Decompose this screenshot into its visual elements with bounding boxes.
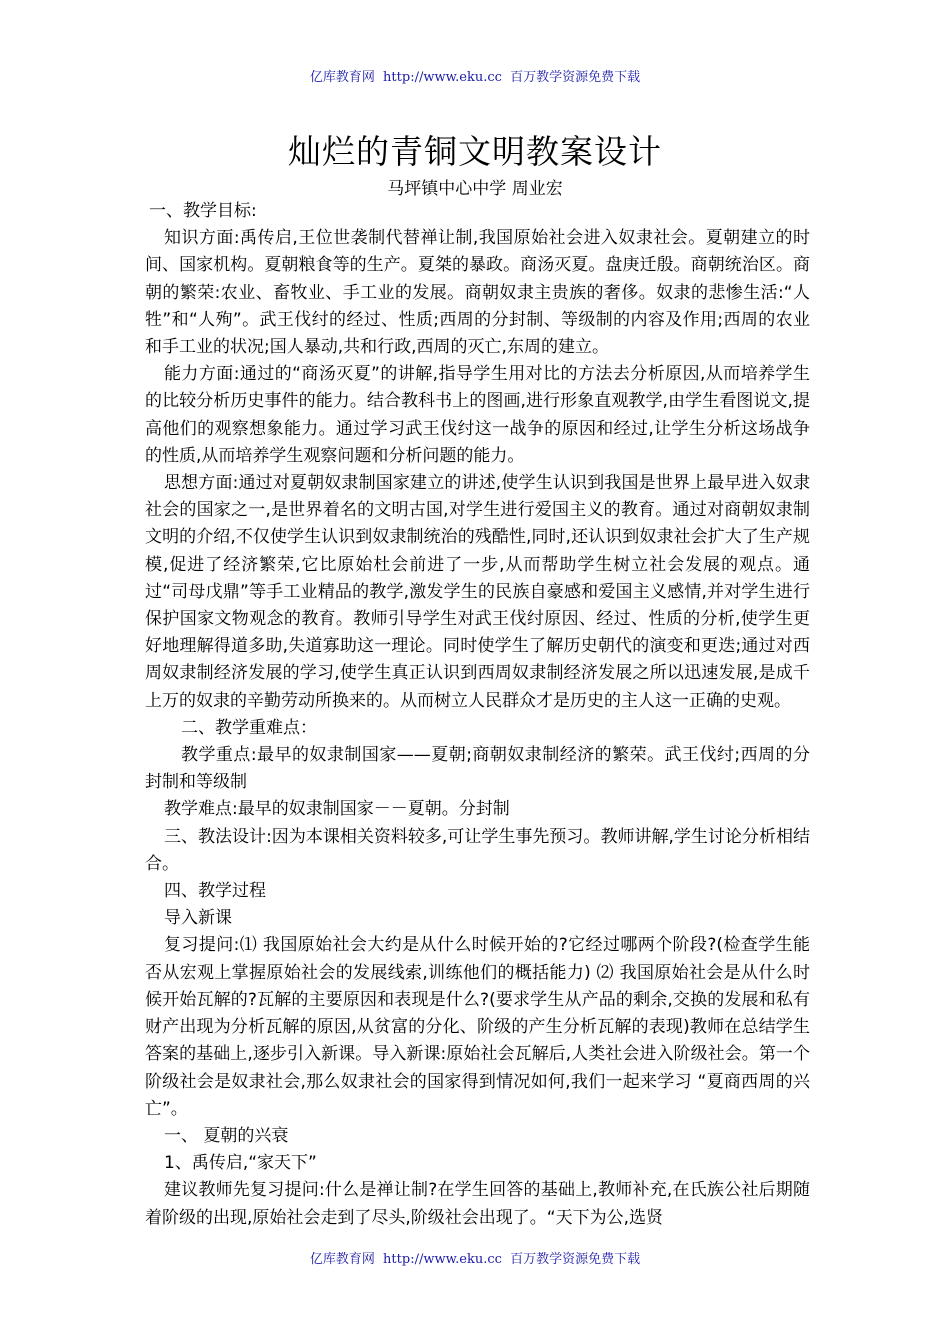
paragraph-method: 三、教法设计:因为本课相关资料较多,可让学生事先预习。教师讲解,学生讨论分析相结合。 (145, 826, 810, 874)
header-url-link[interactable]: http://www.eku.cc (383, 70, 502, 85)
subheading-intro: 导入新课 (164, 908, 232, 929)
footer-slogan: 百万教学资源免费下载 (510, 1252, 641, 1267)
section-heading-objectives: 一、教学目标: (149, 201, 257, 221)
page-footer (0, 1248, 950, 1267)
document-author: 马坪镇中心中学 周业宏 (387, 179, 563, 199)
paragraph-ideology: 思想方面:通过对夏朝奴隶制国家建立的讲述,使学生认识到我国是世界上最早进入奴隶社会的国家之一,是世界着名的文明古国,对学生进行爱国主义的教育。通过对商朝奴隶制文明的介绍,不仅使学生认识到奴隶制统治的残酷性,同时,还认识到奴隶社会扩大了生产规模,促进了经济繁荣,它比原始杜会前进了一步,从而帮助学生树立社会发展的观点。通过“司母戊鼎”等手工业精品的教学,激发学生的民族自豪感和爱国主义感情,并对学生进行保护国家文物观念的教育。教师引导学生对武王伐纣原因、经过、性质的分析,使学生更好地理解得道多助,失道寡助这一理论。同时使学生了解历史朝代的演变和更迭;通过对西周奴隶制经济发展的学习,使学生真正认识到西周奴隶制经济发展之所以迅速发展,是成千上万的奴隶的辛勤劳动所换来的。从而树立人民群众才是历史的主人这一正确的史观。 (145, 473, 810, 711)
section-heading-process: 四、教学过程 (164, 881, 266, 902)
paragraph-key-point: 教学重点:最早的奴隶制国家——夏朝;商朝奴隶制经济的繁荣。武王伐纣;西周的分封制和等级制 (145, 745, 810, 793)
page-header (0, 66, 950, 85)
paragraph-review: 复习提问:⑴ 我国原始社会大约是从什么时候开始的?它经过哪两个阶段?(检查学生能否从宏观上掌握原始社会的发展线索,训练他们的概括能力) ⑵ 我国原始社会是从什么时候开始瓦解的?瓦解的主要原因和表现是什么?(要求学生从产品的剩余,交换的发展和私有财产出现为分析瓦解的原因,从贫富的分化、阶级的产生分析瓦解的表现)教师在总结学生答案的基础上,逐步引入新课。导入新课:原始社会瓦解后,人类社会进入阶级社会。第一个阶级社会是奴隶社会,那么奴隶社会的国家得到情况如何,我们一起来学习 “夏商西周的兴亡”。 (145, 935, 810, 1119)
paragraph-difficulty: 教学难点:最早的奴隶制国家－－夏朝。分封制 (164, 799, 510, 820)
paragraph-suggestion: 建议教师先复习提问:什么是禅让制?在学生回答的基础上,教师补充,在氏族公社后期随着阶级的出现,原始社会走到了尽头,阶级社会出现了。“天下为公,选贤 (145, 1180, 810, 1228)
paragraph-ability: 能力方面:通过的“商汤灭夏”的讲解,指导学生用对比的方法去分析原因,从而培养学生的比较分析历史事件的能力。结合教科书上的图画,进行形象直观教学,由学生看图说文,提高他们的观察想象能力。通过学习武王伐纣这一战争的原因和经过,让学生分析这场战争的性质,从而培养学生观察问题和分析问题的能力。 (145, 364, 810, 466)
document-body (145, 198, 810, 1232)
footer-url-link[interactable]: http://www.eku.cc (383, 1252, 502, 1267)
paragraph-knowledge: 知识方面:禹传启,王位世袭制代替禅让制,我国原始社会进入奴隶社会。夏朝建立的时间、国家机构。夏朝粮食等的生产。夏桀的暴政。商汤灭夏。盘庚迁殷。商朝统治区。商朝的繁荣:农业、畜牧业、手工业的发展。商朝奴隶主贵族的奢侈。奴隶的悲惨生活:“人牲”和“人殉”。武王伐纣的经过、性质;西周的分封制、等级制的内容及作用;西周的农业和手工业的状况;国人暴动,共和行政,西周的灭亡,东周的建立。 (145, 228, 810, 358)
section-heading-key-points: 二、教学重难点： (181, 717, 317, 738)
subheading-yu-qi: 1、禹传启,“家天下” (164, 1153, 317, 1174)
header-slogan: 百万教学资源免费下载 (510, 70, 641, 85)
header-site-name: 亿库教育网 (309, 70, 375, 85)
footer-site-name: 亿库教育网 (309, 1252, 375, 1267)
subheading-xia: 一、 夏朝的兴衰 (164, 1125, 289, 1146)
document-title: 灿烂的青铜文明教案设计 (288, 132, 662, 171)
